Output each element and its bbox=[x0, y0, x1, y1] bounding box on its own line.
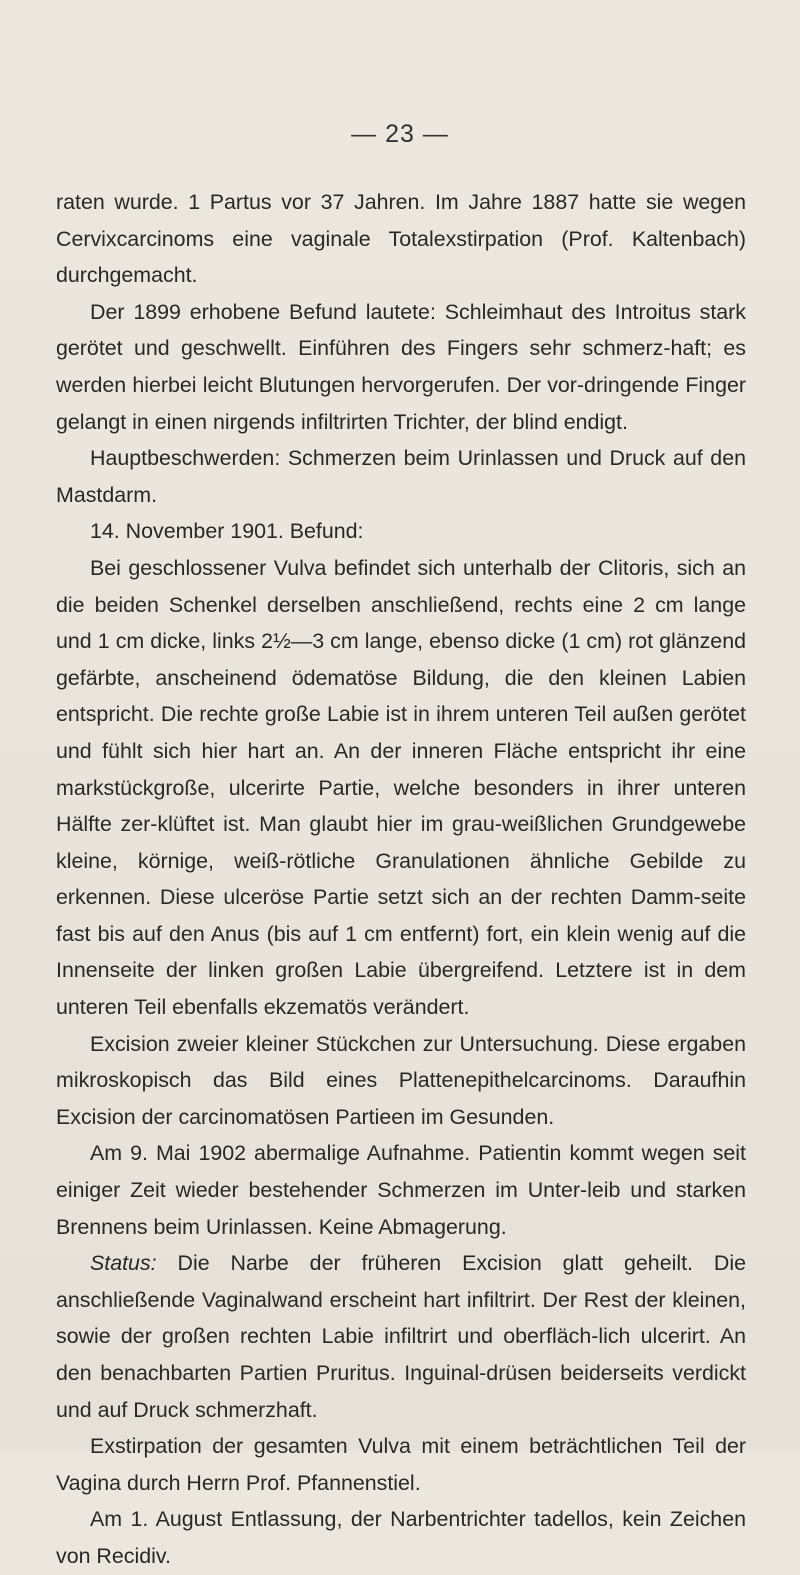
paragraph-6: Excision zweier kleiner Stückchen zur Untersuchung. Diese ergaben mikroskopisch das Bild eines Plattenepithelcarcinoms. Daraufhin Excision der carcinomatösen Partieen im Gesunden. bbox=[56, 1031, 746, 1129]
paragraph-7: Am 9. Mai 1902 abermalige Aufnahme. Patientin kommt wegen seit einiger Zeit wieder bestehender Schmerzen im Unter-leib und starken Brennens beim Urinlassen. Keine Abmagerung. bbox=[56, 1141, 746, 1239]
paragraph-2: Der 1899 erhobene Befund lautete: Schleimhaut des Introitus stark gerötet und geschwellt. Einführen des Fingers sehr schmerz-haft; es werden hierbei leicht Blutungen hervorgerufen. Der vor-dringende Finger gelangt in einen nirgends infiltrirten Trichter, der blind endigt. bbox=[56, 299, 746, 434]
status-text: Die Narbe der früheren Excision glatt geheilt. Die anschließende Vaginalwand erscheint hart infiltrirt. Der Rest der kleinen, sowie der großen rechten Labie infiltrirt und oberfläch-lich ulcerirt. An den benachbarten Partien Pruritus. Inguinal-drüsen beiderseits verdickt und auf Druck schmerzhaft. bbox=[56, 1251, 746, 1422]
paragraph-3: Hauptbeschwerden: Schmerzen beim Urinlassen und Druck auf den Mastdarm. bbox=[56, 446, 746, 507]
paragraph-status bbox=[56, 1245, 746, 1428]
paragraph-5: Bei geschlossener Vulva befindet sich unterhalb der Clitoris, sich an die beiden Schenkel derselben anschließend, rechts eine 2 cm lange und 1 cm dicke, links 2½—3 cm lange, ebenso dicke (1 cm) rot glänzend gefärbte, anscheinend ödematöse Bildung, die den kleinen Labien entspricht. Die rechte große Labie ist in ihrem unteren Teil außen gerötet und fühlt sich hier hart an. An der inneren Fläche entspricht ihr eine markstückgroße, ulcerirte Partie, welche besonders in ihrer unteren Hälfte zer-klüftet ist. Man glaubt hier im grau-weißlichen Grundgewebe kleine, körnige, weiß-rötliche Granulationen ähnliche Gebilde zu erkennen. Diese ulceröse Partie setzt sich an der rechten Damm-seite fast bis auf den Anus (bis auf 1 cm entfernt) fort, ein klein wenig auf die Innenseite der linken großen Labie übergreifend. Letztere ist in dem unteren Teil ebenfalls ekzematös verändert. bbox=[56, 555, 746, 1020]
paragraph-4: 14. November 1901. Befund: bbox=[90, 519, 364, 544]
paragraph-1: raten wurde. 1 Partus vor 37 Jahren. Im Jahre 1887 hatte sie wegen Cervixcarcinoms eine vaginale Totalexstirpation (Prof. Kaltenbach) durchgemacht. bbox=[56, 190, 746, 288]
body-text bbox=[56, 184, 746, 1575]
paragraph-10: Am 1. August Entlassung, der Narbentrichter tadellos, kein Zeichen von Recidiv. bbox=[56, 1507, 746, 1568]
status-label: Status: bbox=[90, 1251, 157, 1276]
paragraph-9: Exstirpation der gesamten Vulva mit einem beträchtlichen Teil der Vagina durch Herrn Prof. Pfannenstiel. bbox=[56, 1434, 746, 1495]
page-number: — 23 — bbox=[351, 120, 449, 148]
